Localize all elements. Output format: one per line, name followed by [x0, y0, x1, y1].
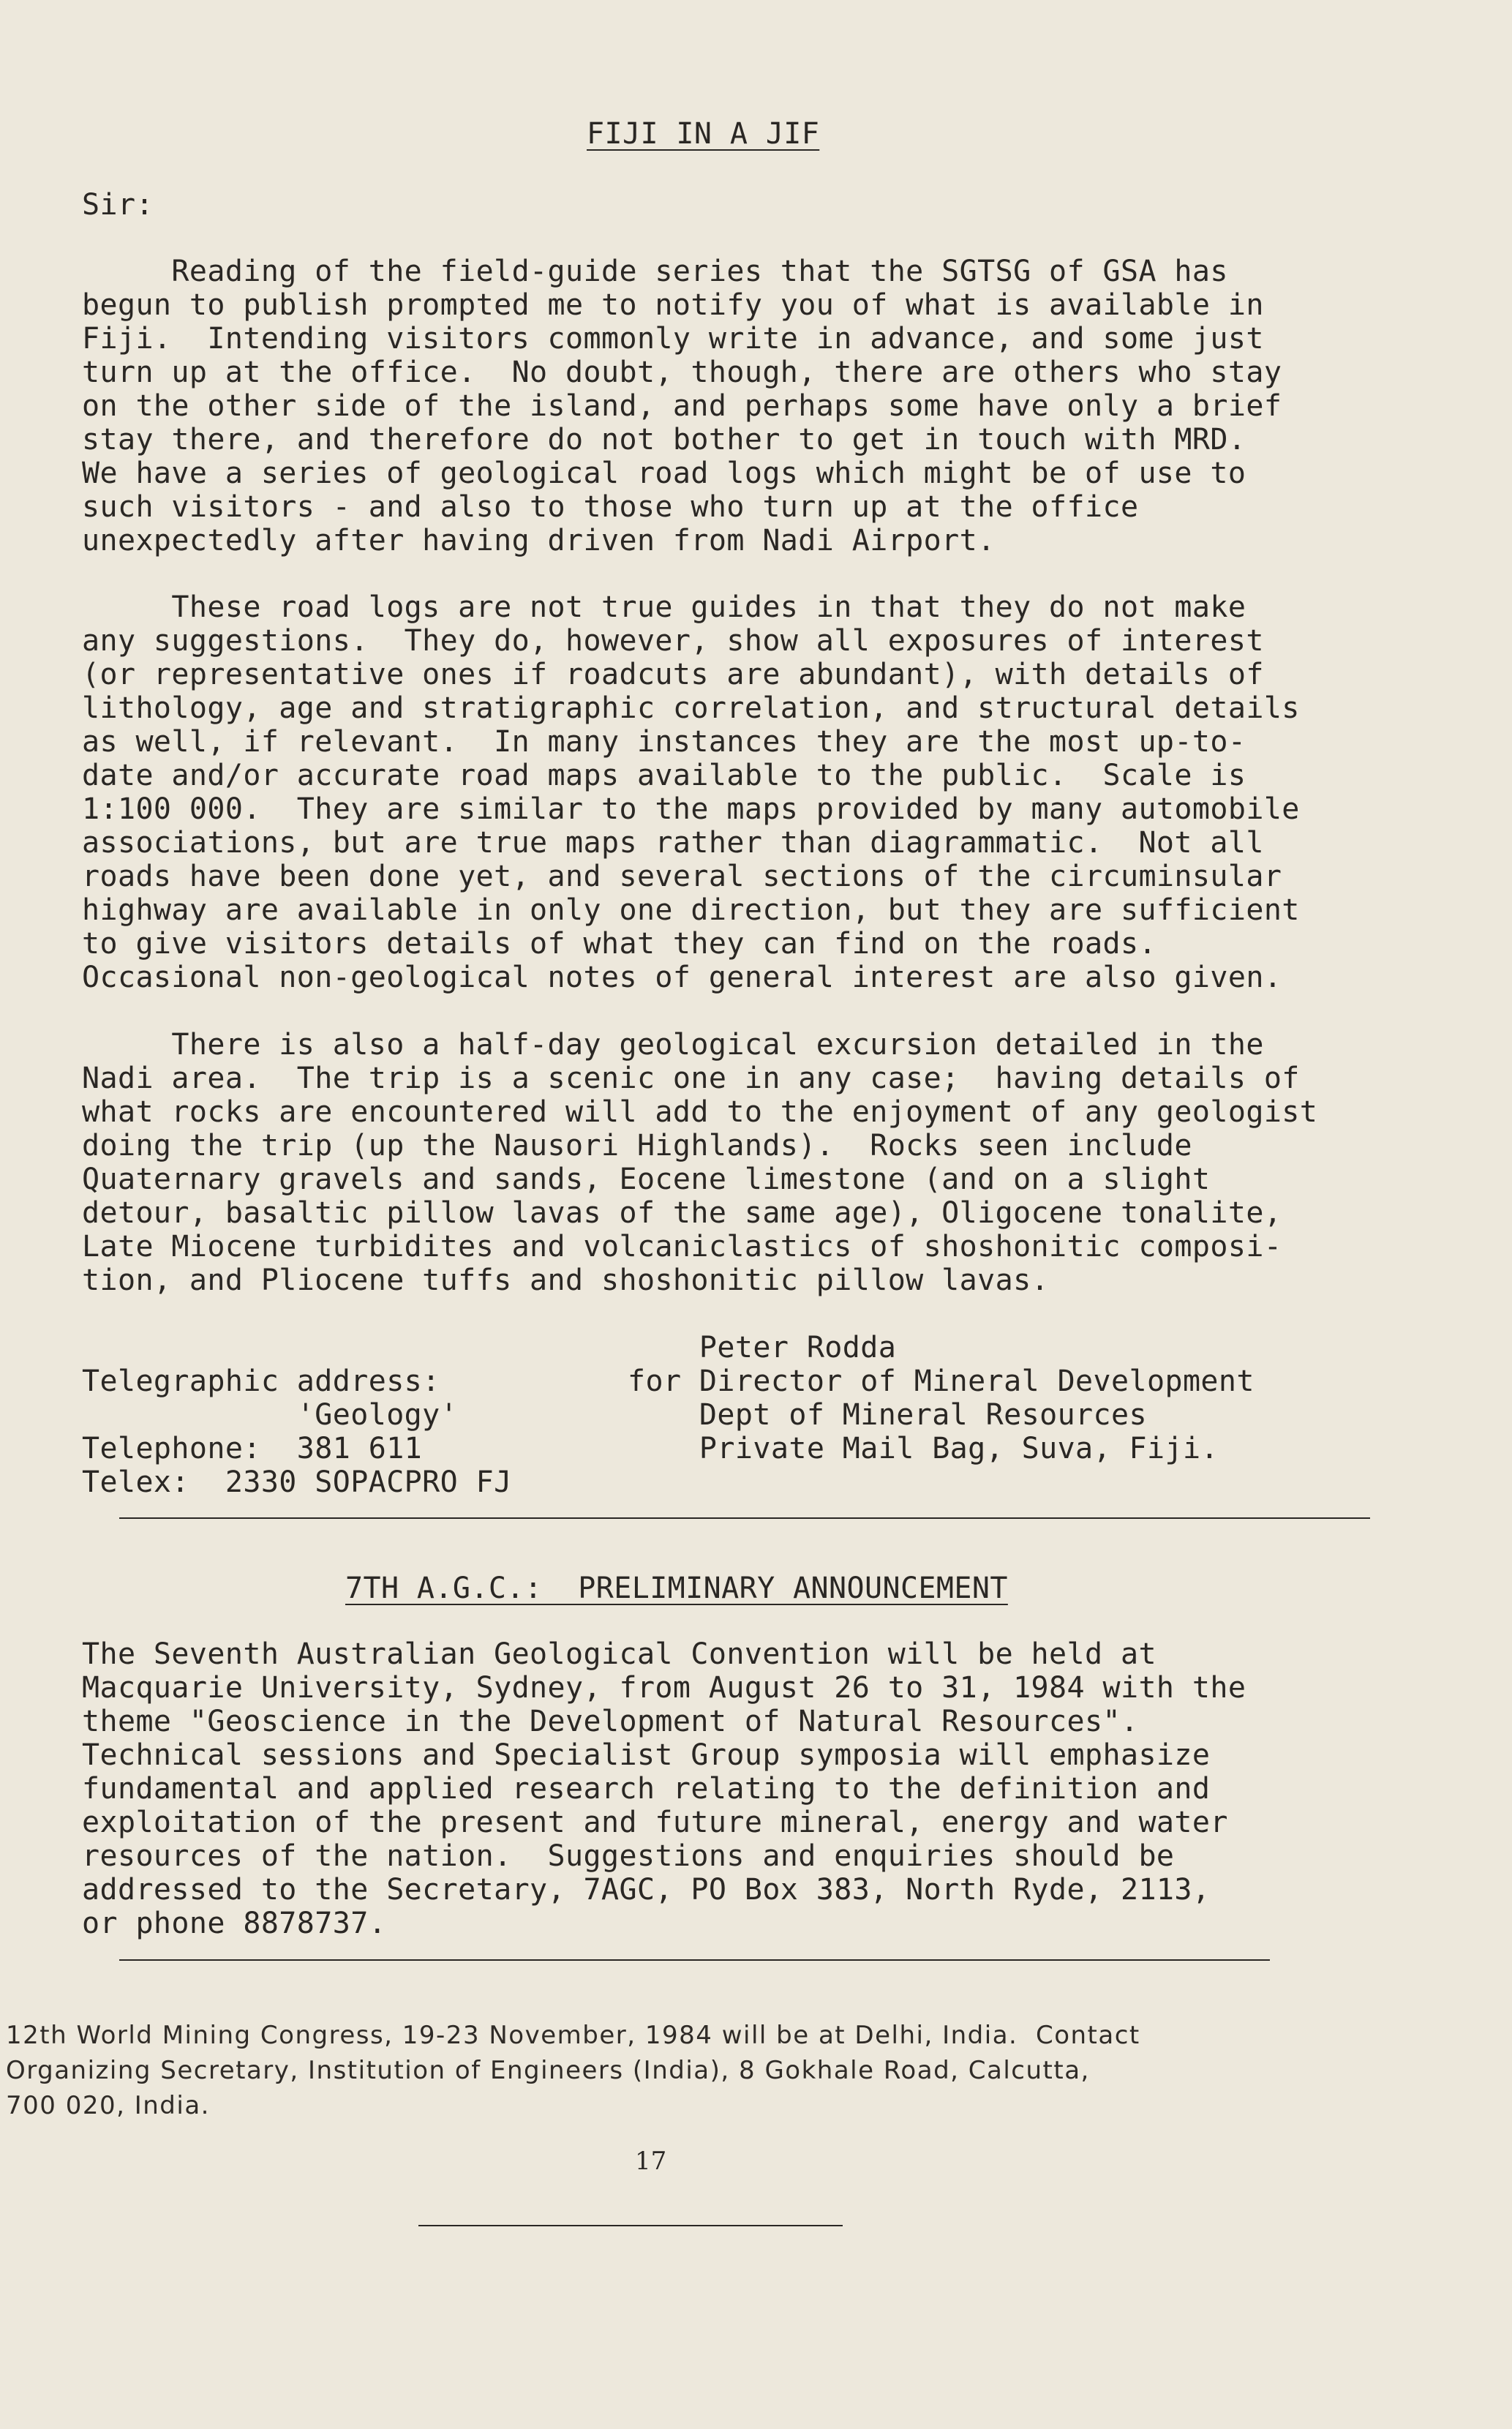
- section-divider-2: [119, 1959, 1270, 1961]
- fiji-contact-block: Telegraphic address: 'Geology' Telephone: 381 611 Telex: 2330 SOPACPRO FJ: [82, 1364, 512, 1499]
- agc-announcement-body: The Seventh Australian Geological Convention will be held at Macquarie University, Sydney, from August 26 to 31, 1984 with the theme "Geoscience in the Development of Natural Resources". Technical sessions and Specialist Group symposia will emphasize fundamental and applied research relating to the definition and exploitation of the present and future mineral, energy and water resources of the nation. Suggestions and enquiries should be addressed to the Secretary, 7AGC, PO Box 383, North Ryde, 2113, or phone 8878737.: [82, 1637, 1246, 1940]
- fiji-paragraph-2: These road logs are not true guides in that they do not make any suggestions. They do, however, show all exposures of interest (or representative ones if roadcuts are abundant), with details of lithology, age and stratigraphic correlation, and structural details as well, if relevant. In many instances they are the most up-to- date and/or accurate road maps available to the public. Scale is 1:100 000. They are similar to the maps provided by many automobile associations, but are true maps rather than diagrammatic. Not all roads have been done yet, and several sections of the circuminsular highway are available in only one direction, but they are sufficient to give visitors details of what they can find on the roads. Occasional non-geological notes of general interest are also given.: [82, 590, 1300, 994]
- fiji-salutation: Sir:: [82, 188, 154, 222]
- fiji-article-title: FIJI IN A JIF: [587, 117, 820, 151]
- fiji-paragraph-3: There is also a half-day geological excursion detailed in the Nadi area. The trip is a scenic one in any case; having details of what rocks are encountered will add to the enjoyment of any geologist doing the trip (up the Nausori Highlands). Rocks seen include Quaternary gravels and sands, Eocene limestone (and on a slight detour, basaltic pillow lavas of the same age), Oligocene tonalite, Late Miocene turbidites and volcaniclastics of shoshonitic composi- tion, and Pliocene tuffs and shoshonitic pillow lavas.: [82, 1028, 1318, 1297]
- fiji-paragraph-1: Reading of the field-guide series that the SGTSG of GSA has begun to publish prompted me to notify you of what is available in Fiji. Intending visitors commonly write in advance, and some just turn up at the office. No doubt, though, there are others who stay on the other side of the island, and perhaps some have only a brief stay there, and therefore do not bother to get in touch with MRD. We have a series of geological road logs which might be of use to such visitors - and also to those who turn up at the office unexpectedly after having driven from Nadi Airport.: [82, 255, 1282, 557]
- agc-announcement-title: 7TH A.G.C.: PRELIMINARY ANNOUNCEMENT: [345, 1572, 1008, 1605]
- bottom-rule: [418, 2225, 843, 2226]
- fiji-signature-block: Peter Rodda for Director of Mineral Development Dept of Mineral Resources Private Mail Bag, Suva, Fiji.: [628, 1331, 1255, 1465]
- section-divider: [119, 1517, 1370, 1519]
- page-number: 17: [635, 2147, 667, 2176]
- world-mining-congress-note: 12th World Mining Congress, 19-23 November, 1984 will be at Delhi, India. Contact Organizing Secretary, Institution of Engineers (India), 8 Gokhale Road, Calcutta, 700 020, India.: [6, 2021, 1140, 2120]
